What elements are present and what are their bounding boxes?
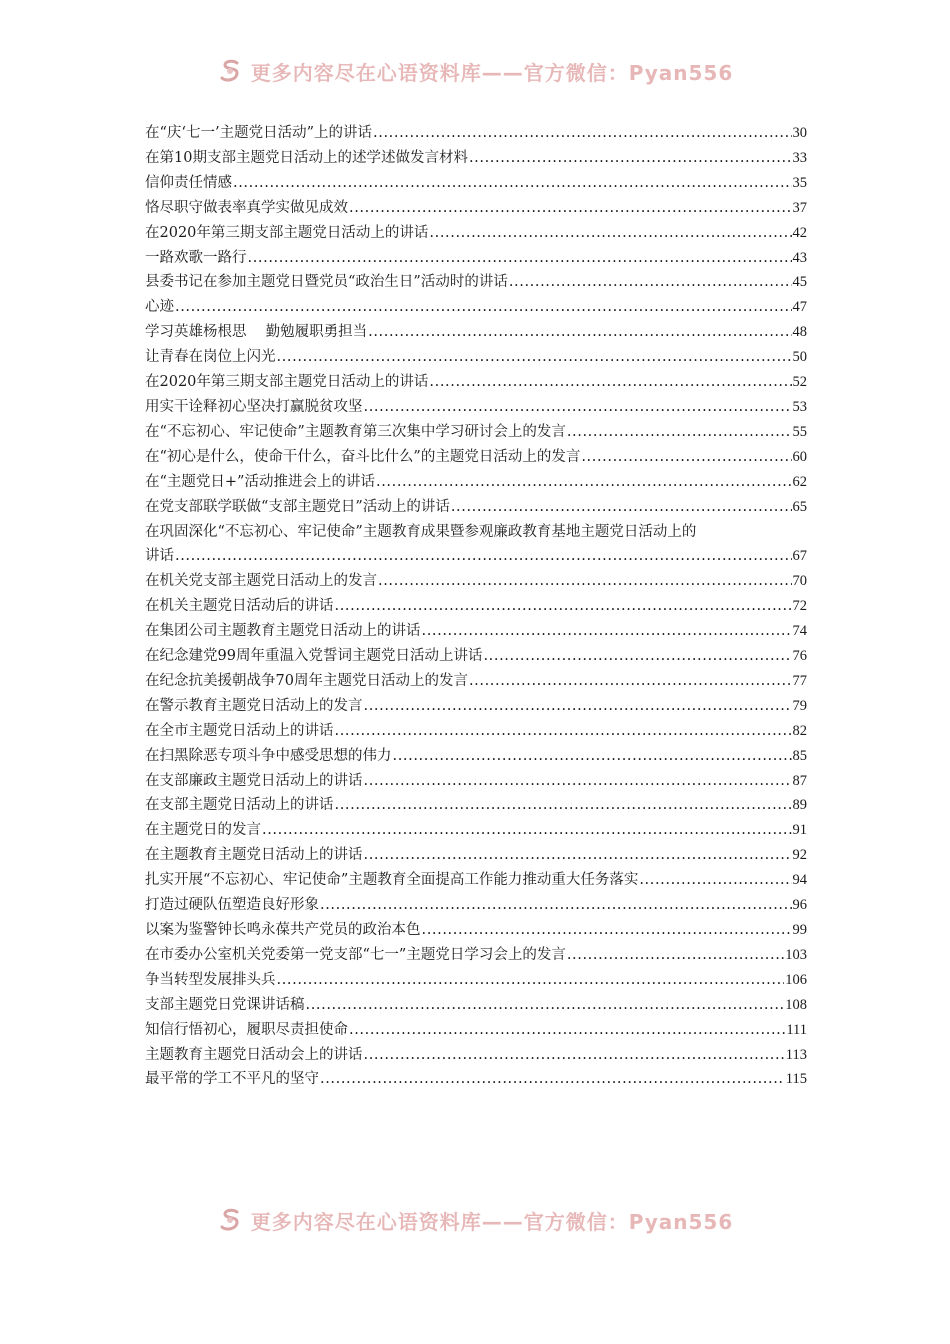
dot-leader xyxy=(175,544,792,569)
toc-page-number: 53 xyxy=(792,398,807,415)
dot-leader xyxy=(364,769,792,794)
dot-leader xyxy=(376,470,792,495)
toc-page-number: 47 xyxy=(792,299,807,316)
dot-leader xyxy=(175,295,792,320)
toc-page-number: 91 xyxy=(792,822,807,839)
toc-entry[interactable] xyxy=(145,196,807,221)
toc-page-number: 35 xyxy=(792,174,807,191)
dot-leader xyxy=(248,246,792,271)
dot-leader xyxy=(567,420,792,445)
toc-entry-title: 打造过硬队伍塑造良好形象 xyxy=(145,897,319,914)
dot-leader xyxy=(378,569,792,594)
dot-leader xyxy=(364,1043,785,1068)
toc-entry-title: 在第10期支部主题党日活动上的述学述做发言材料 xyxy=(145,149,468,166)
dot-leader xyxy=(373,121,791,146)
header-watermark-text: 更多内容尽在心语资料库——官方微信：Pyan556 xyxy=(250,60,734,85)
toc-entry[interactable] xyxy=(145,968,807,993)
toc-entry-title: 在“庆‘七一’主题党日活动”上的讲话 xyxy=(145,125,373,141)
toc-entry-title: 主题教育主题党日活动会上的讲话 xyxy=(145,1046,363,1063)
toc-entry[interactable] xyxy=(145,644,807,669)
toc-entry-title: 在支部主题党日活动上的讲话 xyxy=(145,797,334,814)
toc-entry[interactable] xyxy=(145,345,807,370)
toc-page-number: 85 xyxy=(792,747,807,764)
toc-page-number: 108 xyxy=(785,996,807,1013)
dot-leader xyxy=(335,719,792,744)
toc-entry[interactable] xyxy=(145,868,807,893)
toc-entry-title: 在全市主题党日活动上的讲话 xyxy=(145,722,334,739)
toc-entry[interactable] xyxy=(145,221,807,246)
toc-entry[interactable] xyxy=(145,370,807,395)
toc-entry-title: 在纪念抗美援朝战争70周年主题党日活动上的发言 xyxy=(145,672,468,689)
toc-entry-title: 支部主题党日党课讲话稿 xyxy=(145,996,305,1013)
toc-entry-title: 一路欢歌一路行 xyxy=(145,249,247,266)
toc-page-number: 67 xyxy=(792,548,807,565)
toc-entry-title: 在2020年第三期支部主题党日活动上的讲话 xyxy=(145,374,429,391)
toc-entry-title: 心迹 xyxy=(145,299,174,316)
toc-entry-title: 在“主题党日+”活动推进会上的讲话 xyxy=(145,473,375,490)
toc-entry-title: 在机关党支部主题党日活动上的发言 xyxy=(145,573,377,590)
dot-leader xyxy=(469,146,792,171)
dot-leader xyxy=(320,893,792,918)
toc-entry[interactable] xyxy=(145,818,807,843)
dot-leader xyxy=(349,1018,785,1043)
toc-page-number: 65 xyxy=(792,498,807,515)
toc-entry-title: 让青春在岗位上闪光 xyxy=(145,349,276,366)
toc-page-number: 111 xyxy=(786,1021,807,1038)
toc-entry-title: 学习英雄杨根思 勤勉履职勇担当 xyxy=(145,324,368,341)
toc-entry[interactable] xyxy=(145,420,807,445)
toc-entry[interactable] xyxy=(145,769,807,794)
toc-page-number: 106 xyxy=(785,971,807,988)
dot-leader xyxy=(639,868,791,893)
toc-entry[interactable] xyxy=(145,594,807,619)
toc-entry-title: 在机关主题党日活动后的讲话 xyxy=(145,598,334,615)
toc-entry[interactable] xyxy=(145,445,807,470)
toc-entry[interactable] xyxy=(145,1043,807,1068)
toc-entry[interactable] xyxy=(145,495,807,520)
dot-leader xyxy=(393,744,792,769)
dot-leader xyxy=(483,644,791,669)
toc-entry[interactable] xyxy=(145,893,807,918)
dot-leader xyxy=(364,843,792,868)
toc-page-number: 115 xyxy=(785,1071,807,1088)
toc-entry-title: 在主题教育主题党日活动上的讲话 xyxy=(145,847,363,864)
dot-leader xyxy=(429,370,791,395)
toc-entry-title: 在党支部联学联做“支部主题党日”活动上的讲话 xyxy=(145,498,450,515)
toc-page-number: 45 xyxy=(792,274,807,291)
toc-entry[interactable] xyxy=(145,1018,807,1043)
dot-leader xyxy=(306,993,785,1018)
toc-entry[interactable] xyxy=(145,320,807,345)
dot-leader xyxy=(509,270,792,295)
toc-entry-title: 在扫黑除恶专项斗争中感受思想的伟力 xyxy=(145,747,392,764)
toc-entry[interactable] xyxy=(145,121,807,146)
toc-entry-title: 在纪念建党99周年重温入党誓词主题党日活动上讲话 xyxy=(145,648,483,665)
toc-page-number: 103 xyxy=(785,946,807,963)
header-watermark xyxy=(0,54,950,88)
dot-leader xyxy=(451,495,792,520)
toc-page-number: 33 xyxy=(792,149,807,166)
toc-page-number: 89 xyxy=(792,797,807,814)
toc-page-number: 96 xyxy=(792,897,807,914)
toc-entry-title-continued: 讲话 xyxy=(145,548,174,565)
script-s-logo-icon xyxy=(217,1207,243,1233)
toc-page-number: 52 xyxy=(792,374,807,391)
toc-page-number: 42 xyxy=(792,224,807,241)
toc-entry-line xyxy=(145,544,807,569)
dot-leader xyxy=(335,594,792,619)
dot-leader xyxy=(349,196,792,221)
toc-page-number: 79 xyxy=(792,697,807,714)
dot-leader xyxy=(469,669,792,694)
toc-page-number: 60 xyxy=(792,448,807,465)
toc-entry[interactable] xyxy=(145,843,807,868)
toc-entry-title: 扎实开展“不忘初心、牢记使命”主题教育全面提高工作能力推动重大任务落实 xyxy=(145,872,639,889)
toc-entry[interactable] xyxy=(145,918,807,943)
table-of-contents xyxy=(145,121,807,1092)
toc-page-number: 113 xyxy=(785,1046,807,1063)
dot-leader xyxy=(368,320,791,345)
toc-page-number: 37 xyxy=(792,199,807,216)
footer-watermark xyxy=(0,1203,950,1237)
toc-entry[interactable] xyxy=(145,719,807,744)
toc-page-number: 87 xyxy=(792,772,807,789)
toc-entry-title: 在2020年第三期支部主题党日活动上的讲话 xyxy=(145,224,429,241)
dot-leader xyxy=(567,943,784,968)
toc-entry[interactable] xyxy=(145,1067,807,1092)
toc-page-number: 76 xyxy=(792,648,807,665)
toc-page-number: 82 xyxy=(792,722,807,739)
toc-page-number: 94 xyxy=(792,872,807,889)
toc-entry[interactable] xyxy=(145,246,807,271)
toc-entry[interactable] xyxy=(145,520,807,570)
toc-page-number: 48 xyxy=(792,324,807,341)
toc-entry[interactable] xyxy=(145,470,807,495)
toc-page-number: 92 xyxy=(792,847,807,864)
toc-entry[interactable] xyxy=(145,793,807,818)
toc-page-number: 62 xyxy=(792,473,807,490)
toc-entry-title: 知信行悟初心，履职尽责担使命 xyxy=(145,1021,348,1038)
toc-entry[interactable] xyxy=(145,270,807,295)
toc-entry[interactable] xyxy=(145,744,807,769)
dot-leader xyxy=(581,445,791,470)
toc-entry[interactable] xyxy=(145,943,807,968)
script-s-logo-icon xyxy=(217,58,243,84)
toc-entry-title: 信仰责任情感 xyxy=(145,174,232,191)
dot-leader xyxy=(277,345,792,370)
toc-entry[interactable] xyxy=(145,171,807,196)
dot-leader xyxy=(335,793,792,818)
dot-leader xyxy=(364,694,792,719)
toc-entry[interactable] xyxy=(145,146,807,171)
footer-watermark-text: 更多内容尽在心语资料库——官方微信：Pyan556 xyxy=(250,1209,734,1234)
dot-leader xyxy=(262,818,792,843)
toc-entry[interactable] xyxy=(145,569,807,594)
toc-entry-title: 争当转型发展排头兵 xyxy=(145,971,276,988)
toc-entry[interactable] xyxy=(145,993,807,1018)
toc-page-number: 50 xyxy=(792,349,807,366)
toc-entry-title: 最平常的学工不平凡的坚守 xyxy=(145,1071,319,1088)
toc-entry-title: 恪尽职守做表率真学实做见成效 xyxy=(145,199,348,216)
toc-entry-title: 在警示教育主题党日活动上的发言 xyxy=(145,697,363,714)
toc-entry-title: 用实干诠释初心坚决打赢脱贫攻坚 xyxy=(145,398,363,415)
dot-leader xyxy=(422,918,792,943)
toc-entry-title: 在支部廉政主题党日活动上的讲话 xyxy=(145,772,363,789)
toc-entry-title: 县委书记在参加主题党日暨党员“政治生日”活动时的讲话 xyxy=(145,274,508,291)
toc-page-number: 77 xyxy=(792,672,807,689)
toc-page-number: 99 xyxy=(792,922,807,938)
toc-entry-title: 在市委办公室机关党委第一党支部“七一”主题党日学习会上的发言 xyxy=(145,946,566,963)
toc-entry-title: 在集团公司主题教育主题党日活动上的讲话 xyxy=(145,623,421,640)
toc-entry[interactable] xyxy=(145,295,807,320)
toc-page-number: 72 xyxy=(792,598,807,615)
toc-entry[interactable] xyxy=(145,669,807,694)
toc-entry[interactable] xyxy=(145,694,807,719)
toc-entry-title: 在“初心是什么，使命干什么，奋斗比什么”的主题党日活动上的发言 xyxy=(145,448,581,465)
dot-leader xyxy=(320,1067,785,1092)
toc-page-number: 43 xyxy=(792,249,807,266)
toc-entry-title: 在主题党日的发言 xyxy=(145,822,261,839)
toc-entry[interactable] xyxy=(145,619,807,644)
toc-entry-title: 以案为鉴警钟长鸣永葆共产党员的政治本色 xyxy=(145,922,421,938)
toc-page-number: 30 xyxy=(792,125,807,141)
dot-leader xyxy=(277,968,785,993)
dot-leader xyxy=(233,171,792,196)
dot-leader xyxy=(429,221,791,246)
toc-entry[interactable] xyxy=(145,395,807,420)
toc-entry-title: 在巩固深化“不忘初心、牢记使命”主题教育成果暨参观廉政教育基地主题党日活动上的 xyxy=(145,523,697,540)
dot-leader xyxy=(422,619,792,644)
toc-entry-title: 在“不忘初心、牢记使命”主题教育第三次集中学习研讨会上的发言 xyxy=(145,423,566,440)
dot-leader xyxy=(364,395,792,420)
toc-page-number: 70 xyxy=(792,573,807,590)
toc-page-number: 74 xyxy=(792,623,807,640)
toc-page-number: 55 xyxy=(792,423,807,440)
